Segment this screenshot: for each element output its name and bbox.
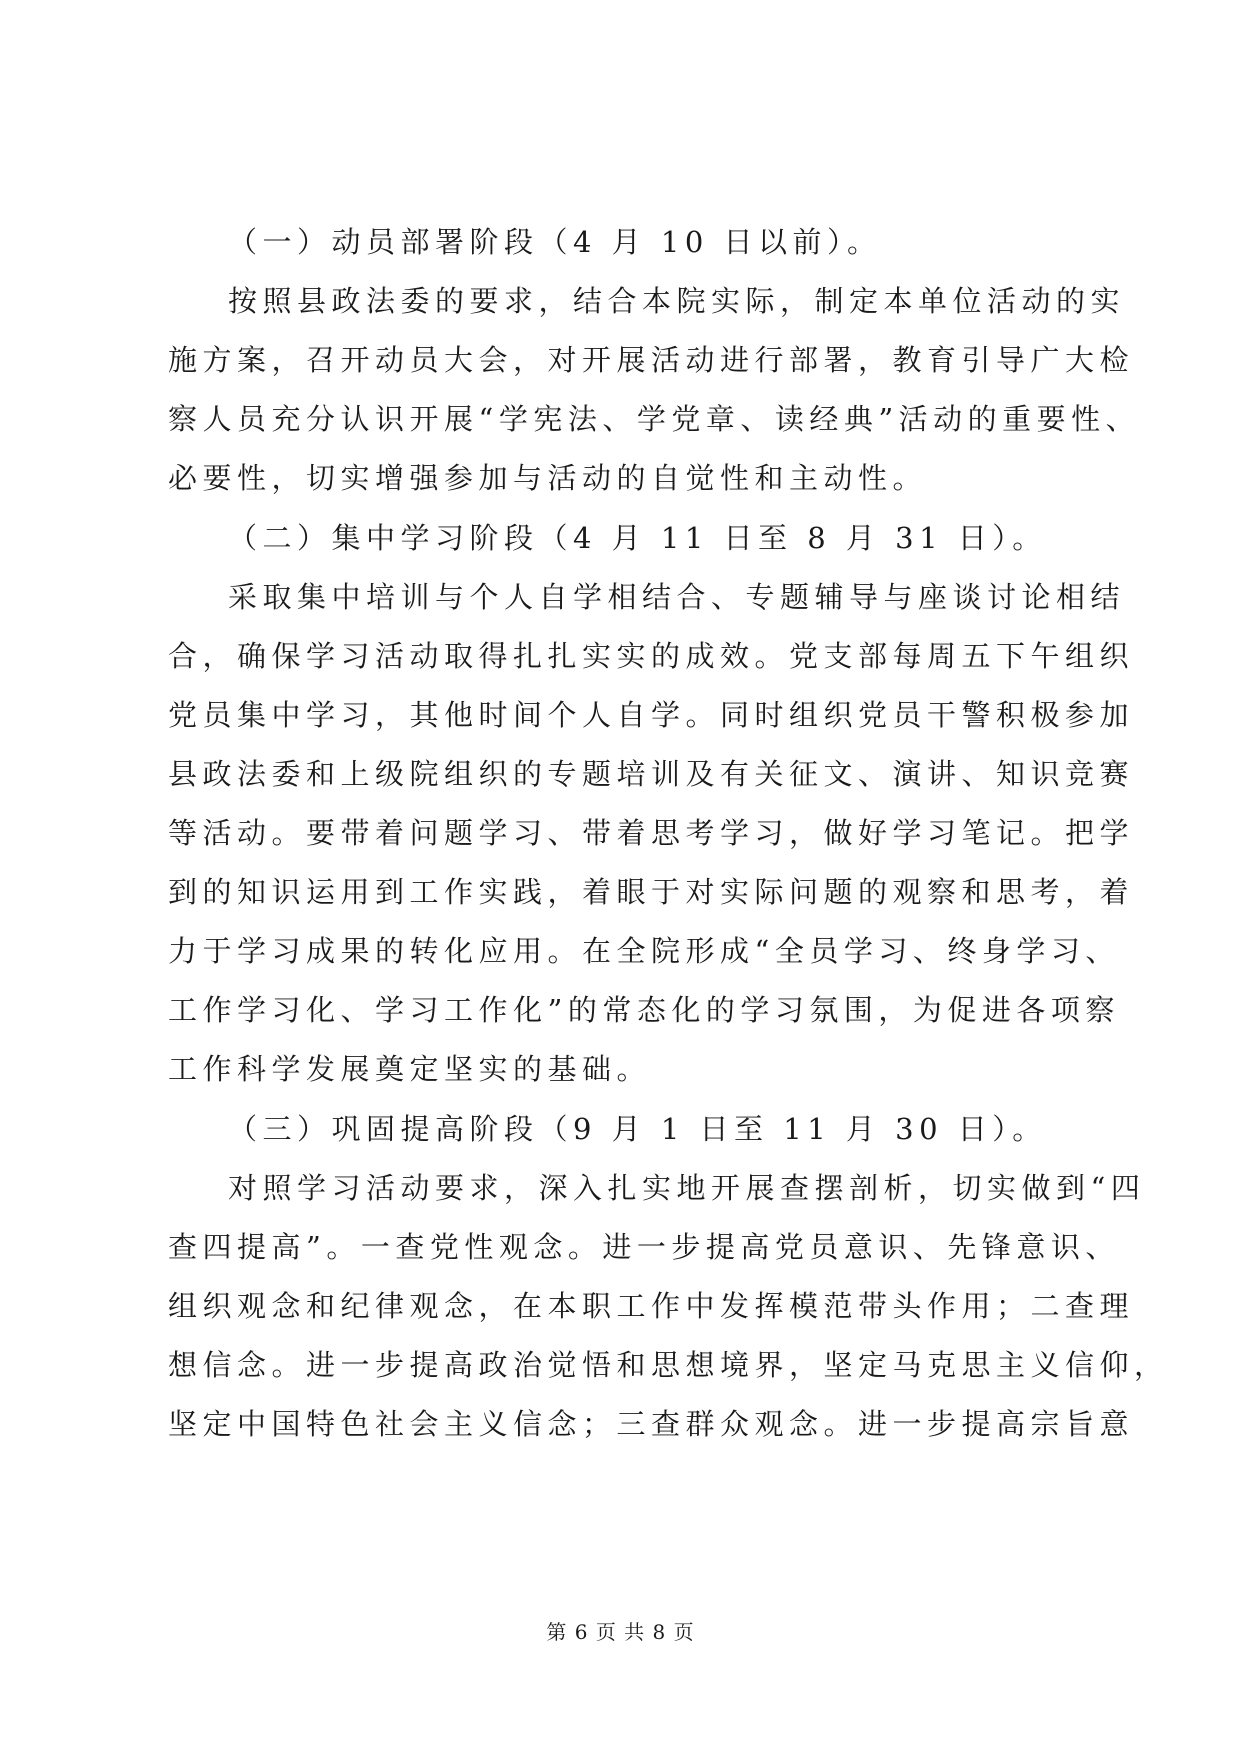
paragraph-line: 组织观念和纪律观念，在本职工作中发挥模范带头作用；二查理: [168, 1289, 1135, 1323]
paragraph-line: 施方案，召开动员大会，对开展活动进行部署，教育引导广大检: [168, 343, 1135, 377]
paragraph-line: 力于学习成果的转化应用。在全院形成“全员学习、终身学习、: [168, 934, 1120, 968]
paragraph-line: 想信念。进一步提高政治觉悟和思想境界，坚定马克思主义信仰，: [168, 1348, 1169, 1382]
paragraph-line: 察人员充分认识开展“学宪法、学党章、读经典”活动的重要性、: [168, 402, 1141, 436]
paragraph-line: 查四提高”。一查党性观念。进一步提高党员意识、先锋意识、: [168, 1230, 1120, 1264]
paragraph-line: 采取集中培训与个人自学相结合、专题辅导与座谈讨论相结: [228, 580, 1126, 614]
paragraph-line: 合，确保学习活动取得扎扎实实的成效。党支部每周五下午组织: [168, 639, 1135, 673]
paragraph-line: 按照县政法委的要求，结合本院实际，制定本单位活动的实: [228, 284, 1126, 318]
paragraph-line: 工作科学发展奠定坚实的基础。: [168, 1052, 652, 1086]
paragraph-line: 等活动。要带着问题学习、带着思考学习，做好学习笔记。把学: [168, 816, 1135, 850]
section-heading-study: （二）集中学习阶段（4 月 11 日至 8 月 31 日）。: [228, 521, 1047, 555]
paragraph-line: 必要性，切实增强参加与活动的自觉性和主动性。: [168, 461, 928, 495]
paragraph-line: 工作学习化、学习工作化”的常态化的学习氛围，为促进各项察: [168, 993, 1120, 1027]
paragraph-line: 县政法委和上级院组织的专题培训及有关征文、演讲、知识竞赛: [168, 757, 1135, 791]
page-footer: 第 6 页 共 8 页: [546, 1620, 695, 1644]
paragraph-line: 坚定中国特色社会主义信念；三查群众观念。进一步提高宗旨意: [168, 1407, 1135, 1441]
paragraph-line: 到的知识运用到工作实践，着眼于对实际问题的观察和思考，着: [168, 875, 1135, 909]
section-heading-consolidation: （三）巩固提高阶段（9 月 1 日至 11 月 30 日）。: [228, 1112, 1047, 1146]
paragraph-line: 对照学习活动要求，深入扎实地开展查摆剖析，切实做到“四: [228, 1171, 1146, 1205]
section-heading-mobilization: （一）动员部署阶段（4 月 10 日以前）。: [228, 225, 882, 259]
paragraph-line: 党员集中学习，其他时间个人自学。同时组织党员干警积极参加: [168, 698, 1135, 732]
